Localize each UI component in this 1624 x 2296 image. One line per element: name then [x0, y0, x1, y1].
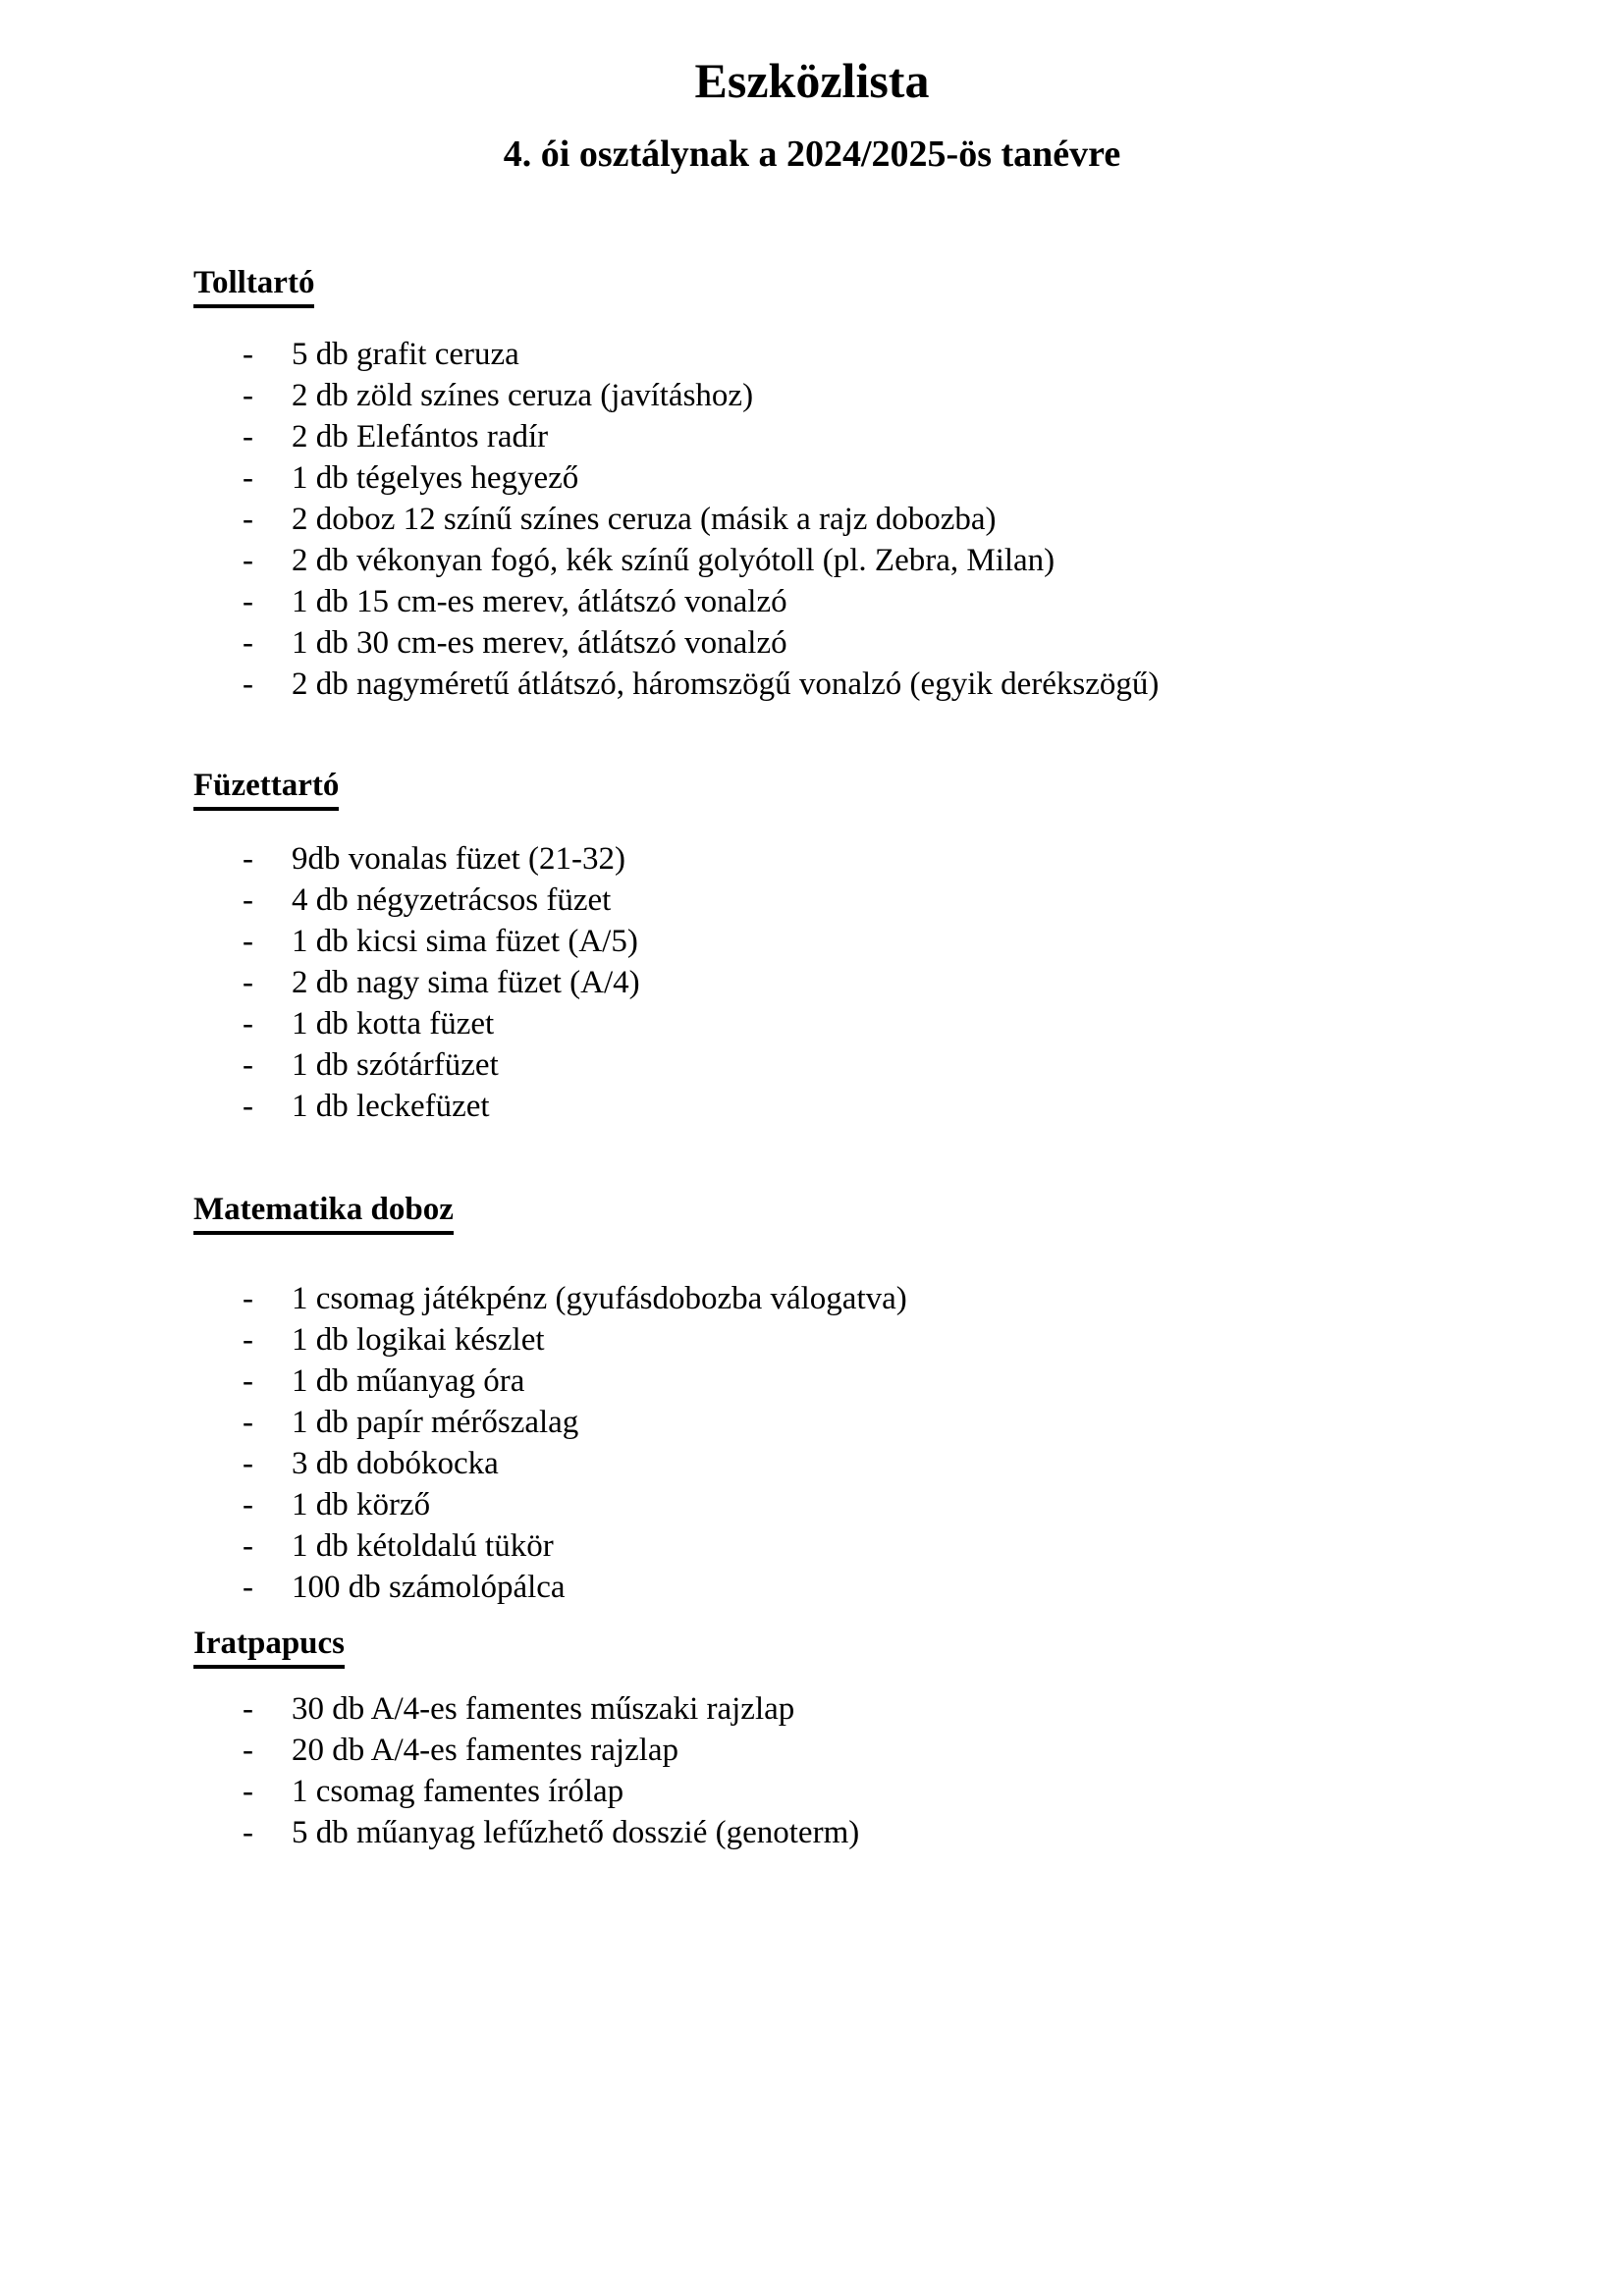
list-item [0, 880, 1624, 921]
dash-bullet: - [243, 1570, 253, 1605]
list-item [0, 416, 1624, 457]
section-iratpapucs [0, 1624, 1624, 1853]
list-item-text: 9db vonalas füzet (21-32) [292, 841, 625, 877]
dash-bullet: - [243, 502, 253, 537]
section-heading-text: Iratpapucs [193, 1624, 345, 1669]
list-item-text: 2 db Elefántos radír [292, 419, 549, 454]
dash-bullet: - [243, 1528, 253, 1564]
list-item [0, 1567, 1624, 1608]
section-heading [193, 263, 1624, 308]
list-item [0, 1044, 1624, 1086]
section-heading [193, 1190, 1624, 1235]
list-item-text: 3 db dobókocka [292, 1446, 499, 1481]
list-item-text: 1 db kicsi sima füzet (A/5) [292, 924, 638, 959]
item-list [0, 1278, 1624, 1608]
list-item-text: 30 db A/4-es famentes műszaki rajzlap [292, 1691, 795, 1727]
list-item-text: 2 db nagy sima füzet (A/4) [292, 965, 640, 1000]
list-item-text: 100 db számolópálca [292, 1570, 566, 1605]
section-tolltarto [0, 263, 1624, 705]
list-item [0, 581, 1624, 622]
list-item [0, 375, 1624, 416]
list-item-text: 2 doboz 12 színű színes ceruza (másik a rajz dobozba) [292, 502, 997, 537]
dash-bullet: - [243, 460, 253, 496]
item-list [0, 334, 1624, 705]
dash-bullet: - [243, 1281, 253, 1316]
list-item [0, 1688, 1624, 1730]
list-item-text: 20 db A/4-es famentes rajzlap [292, 1733, 679, 1768]
list-item-text: 1 db logikai készlet [292, 1322, 545, 1358]
list-item-text: 5 db grafit ceruza [292, 337, 519, 372]
list-item [0, 1771, 1624, 1812]
list-item [0, 622, 1624, 664]
dash-bullet: - [243, 882, 253, 918]
list-item-text: 1 db tégelyes hegyező [292, 460, 579, 496]
list-item [0, 540, 1624, 581]
list-item-text: 1 db körző [292, 1487, 431, 1522]
list-item-text: 1 db leckefüzet [292, 1089, 490, 1124]
list-item [0, 1402, 1624, 1443]
list-item [0, 1278, 1624, 1319]
dash-bullet: - [243, 1322, 253, 1358]
section-heading [193, 766, 1624, 811]
document-body [0, 263, 1624, 1853]
dash-bullet: - [243, 1089, 253, 1124]
dash-bullet: - [243, 1363, 253, 1399]
document-title: Eszközlista [694, 53, 930, 108]
dash-bullet: - [243, 337, 253, 372]
dash-bullet: - [243, 625, 253, 661]
item-list [0, 1688, 1624, 1853]
section-fuzettarto [0, 766, 1624, 1127]
list-item [0, 1086, 1624, 1127]
section-heading [193, 1624, 1624, 1669]
list-item-text: 2 db vékonyan fogó, kék színű golyótoll (pl. Zebra, Milan) [292, 543, 1056, 578]
dash-bullet: - [243, 1815, 253, 1850]
list-item [0, 1812, 1624, 1853]
section-heading-text: Tolltartó [193, 263, 314, 308]
list-item [0, 838, 1624, 880]
dash-bullet: - [243, 1733, 253, 1768]
list-item-text: 4 db négyzetrácsos füzet [292, 882, 612, 918]
dash-bullet: - [243, 1405, 253, 1440]
dash-bullet: - [243, 965, 253, 1000]
dash-bullet: - [243, 1047, 253, 1083]
list-item [0, 664, 1624, 705]
list-item [0, 1361, 1624, 1402]
list-item [0, 1525, 1624, 1567]
list-item [0, 1443, 1624, 1484]
list-item-text: 5 db műanyag lefűzhető dosszié (genoterm) [292, 1815, 860, 1850]
dash-bullet: - [243, 584, 253, 619]
dash-bullet: - [243, 378, 253, 413]
list-item [0, 457, 1624, 499]
list-item [0, 334, 1624, 375]
dash-bullet: - [243, 419, 253, 454]
list-item-text: 1 db szótárfüzet [292, 1047, 499, 1083]
document-subtitle: 4. ói osztálynak a 2024/2025-ös tanévre [503, 133, 1121, 175]
section-heading-text: Matematika doboz [193, 1190, 454, 1235]
list-item-text: 2 db nagyméretű átlátszó, háromszögű vonalzó (egyik derékszögű) [292, 667, 1160, 702]
list-item-text: 1 db 30 cm-es merev, átlátszó vonalzó [292, 625, 787, 661]
list-item-text: 2 db zöld színes ceruza (javításhoz) [292, 378, 754, 413]
dash-bullet: - [243, 924, 253, 959]
list-item-text: 1 db műanyag óra [292, 1363, 525, 1399]
section-heading-text: Füzettartó [193, 766, 339, 811]
dash-bullet: - [243, 1446, 253, 1481]
list-item [0, 499, 1624, 540]
dash-bullet: - [243, 1774, 253, 1809]
list-item [0, 962, 1624, 1003]
list-item [0, 1003, 1624, 1044]
list-item [0, 1484, 1624, 1525]
list-item [0, 1319, 1624, 1361]
list-item-text: 1 db 15 cm-es merev, átlátszó vonalzó [292, 584, 787, 619]
list-item-text: 1 db kétoldalú tükör [292, 1528, 554, 1564]
item-list [0, 838, 1624, 1127]
dash-bullet: - [243, 1691, 253, 1727]
list-item-text: 1 db kotta füzet [292, 1006, 495, 1041]
list-item-text: 1 csomag játékpénz (gyufásdobozba válogatva) [292, 1281, 907, 1316]
section-matematika-doboz [0, 1190, 1624, 1608]
dash-bullet: - [243, 667, 253, 702]
list-item [0, 921, 1624, 962]
dash-bullet: - [243, 841, 253, 877]
list-item-text: 1 db papír mérőszalag [292, 1405, 579, 1440]
dash-bullet: - [243, 543, 253, 578]
dash-bullet: - [243, 1006, 253, 1041]
list-item-text: 1 csomag famentes írólap [292, 1774, 624, 1809]
dash-bullet: - [243, 1487, 253, 1522]
list-item [0, 1730, 1624, 1771]
